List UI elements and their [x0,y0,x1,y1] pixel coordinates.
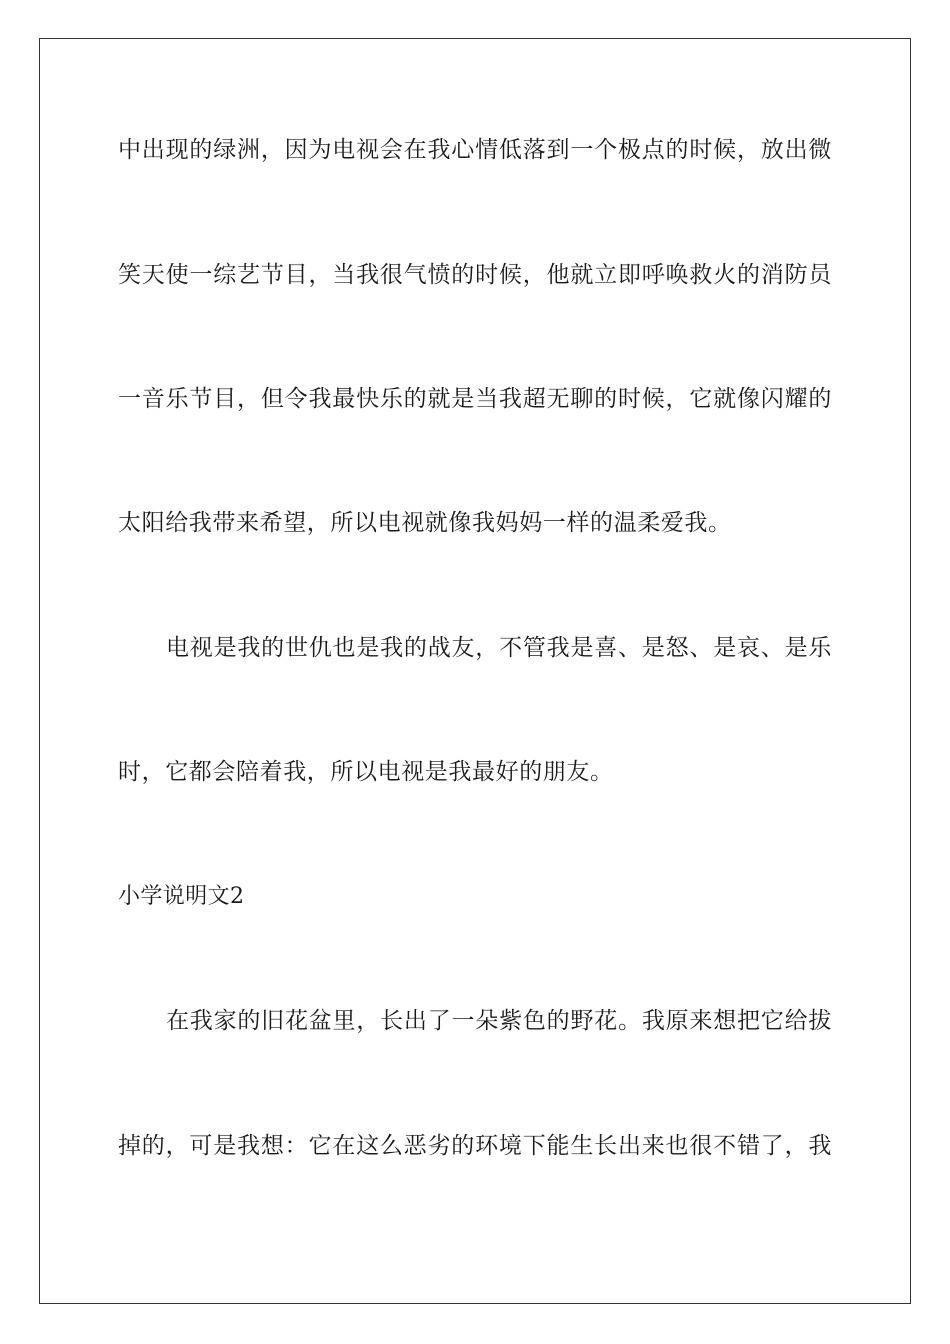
paragraph-line: 掉的，可是我想：它在这么恶劣的环境下能生长出来也很不错了，我 [118,1133,832,1159]
paragraph-line: 笑天使一综艺节目，当我很气愤的时候，他就立即呼唤救火的消防员 [118,262,832,288]
paragraph-line: 在我家的旧花盆里，长出了一朵紫色的野花。我原来想把它给拔 [166,1008,832,1034]
paragraph-line: 电视是我的世仇也是我的战友，不管我是喜、是怒、是哀、是乐 [166,635,832,661]
paragraph-line: 太阳给我带来希望，所以电视就像我妈妈一样的温柔爱我。 [118,510,732,536]
paragraph-line: 时，它都会陪着我，所以电视是我最好的朋友。 [118,759,614,785]
paragraph-line: 一音乐节目，但令我最快乐的就是当我超无聊的时候，它就像闪耀的 [118,386,832,412]
page-frame [39,38,911,1304]
paragraph-line: 中出现的绿洲，因为电视会在我心情低落到一个极点的时候，放出微 [118,137,832,163]
section-heading: 小学说明文2 [118,884,245,909]
